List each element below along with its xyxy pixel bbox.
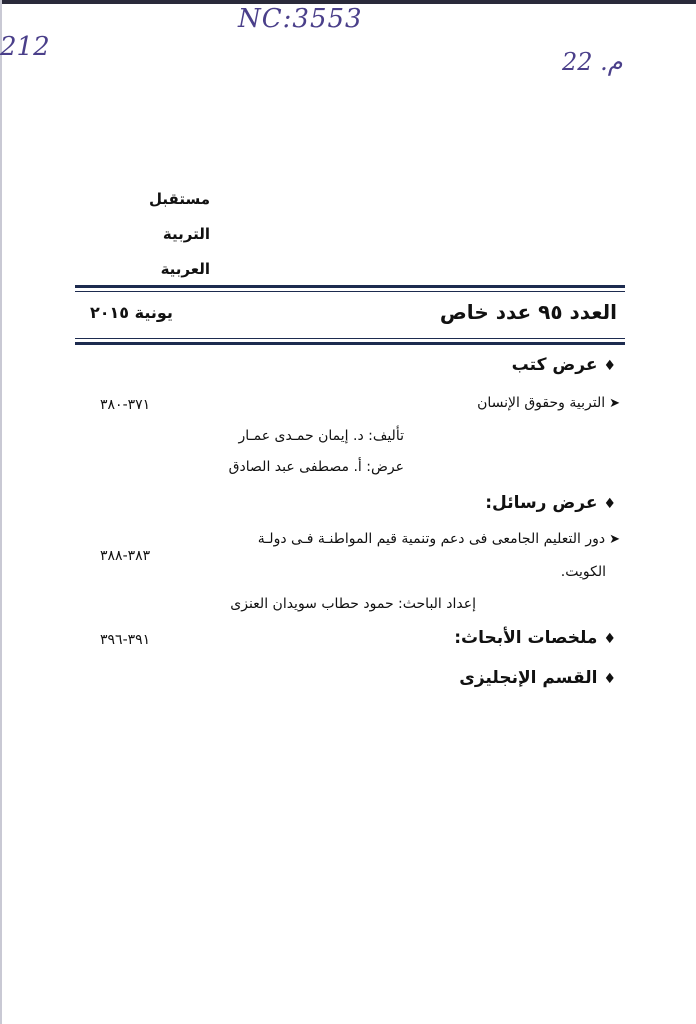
book-review-pages: ٣٧١-٣٨٠ (100, 397, 151, 413)
chevron-bullet-icon: ➤ (609, 532, 620, 547)
issue-date: يونية ٢٠١٥ (90, 303, 173, 322)
section-thesis-review (485, 493, 616, 513)
section-heading: القسم الإنجليزى (459, 668, 598, 688)
thesis-researcher: إعداد الباحث: حمود حطاب سويدان العنزى (230, 596, 476, 612)
issue-row (75, 296, 625, 336)
book-author: تأليف: د. إيمان حمـدى عمـار (238, 428, 404, 444)
diamond-bullet-icon: ♦ (603, 631, 616, 647)
handwritten-note: م. 22 (562, 48, 623, 76)
section-heading: ملخصات الأبحاث: (454, 628, 598, 648)
book-reviewer: عرض: أ. مصطفى عبد الصادق (228, 459, 404, 475)
diamond-bullet-icon: ♦ (603, 671, 616, 687)
handwritten-catalog-number: NC:3553 (238, 4, 363, 34)
header-rule-bottom-thick (75, 342, 625, 345)
masthead-line: التربية (162, 225, 210, 243)
handwritten-page-mark: 212 (0, 32, 50, 62)
section-english (459, 668, 616, 688)
thesis-pages: ٣٨٣-٣٨٨ (100, 548, 151, 564)
left-page-edge (0, 0, 2, 1024)
diamond-bullet-icon: ♦ (603, 358, 616, 374)
section-abstracts (454, 628, 616, 648)
masthead-line: مستقبل (149, 190, 210, 208)
book-review-item-title: ➤التربية وحقوق الإنسان (477, 395, 620, 411)
section-book-review (512, 355, 616, 375)
section-heading: عرض رسائل: (485, 493, 598, 513)
journal-masthead (130, 186, 210, 291)
header-rule-bottom-thin (75, 338, 625, 339)
thesis-item-title-line1: ➤دور التعليم الجامعى فى دعم وتنمية قيم المواطنـة فـى دولـة (257, 531, 620, 547)
masthead-line: العربية (160, 260, 210, 278)
header-rule-top-thin (75, 291, 625, 292)
diamond-bullet-icon: ♦ (603, 496, 616, 512)
thesis-item-title-line2: الكويت. (560, 564, 606, 580)
chevron-bullet-icon: ➤ (609, 396, 620, 411)
section-heading: عرض كتب (511, 355, 598, 375)
header-rule-top-thick (75, 285, 625, 288)
abstracts-pages: ٣٩١-٣٩٦ (100, 632, 151, 648)
issue-title: العدد ٩٥ عدد خاص (439, 300, 617, 324)
